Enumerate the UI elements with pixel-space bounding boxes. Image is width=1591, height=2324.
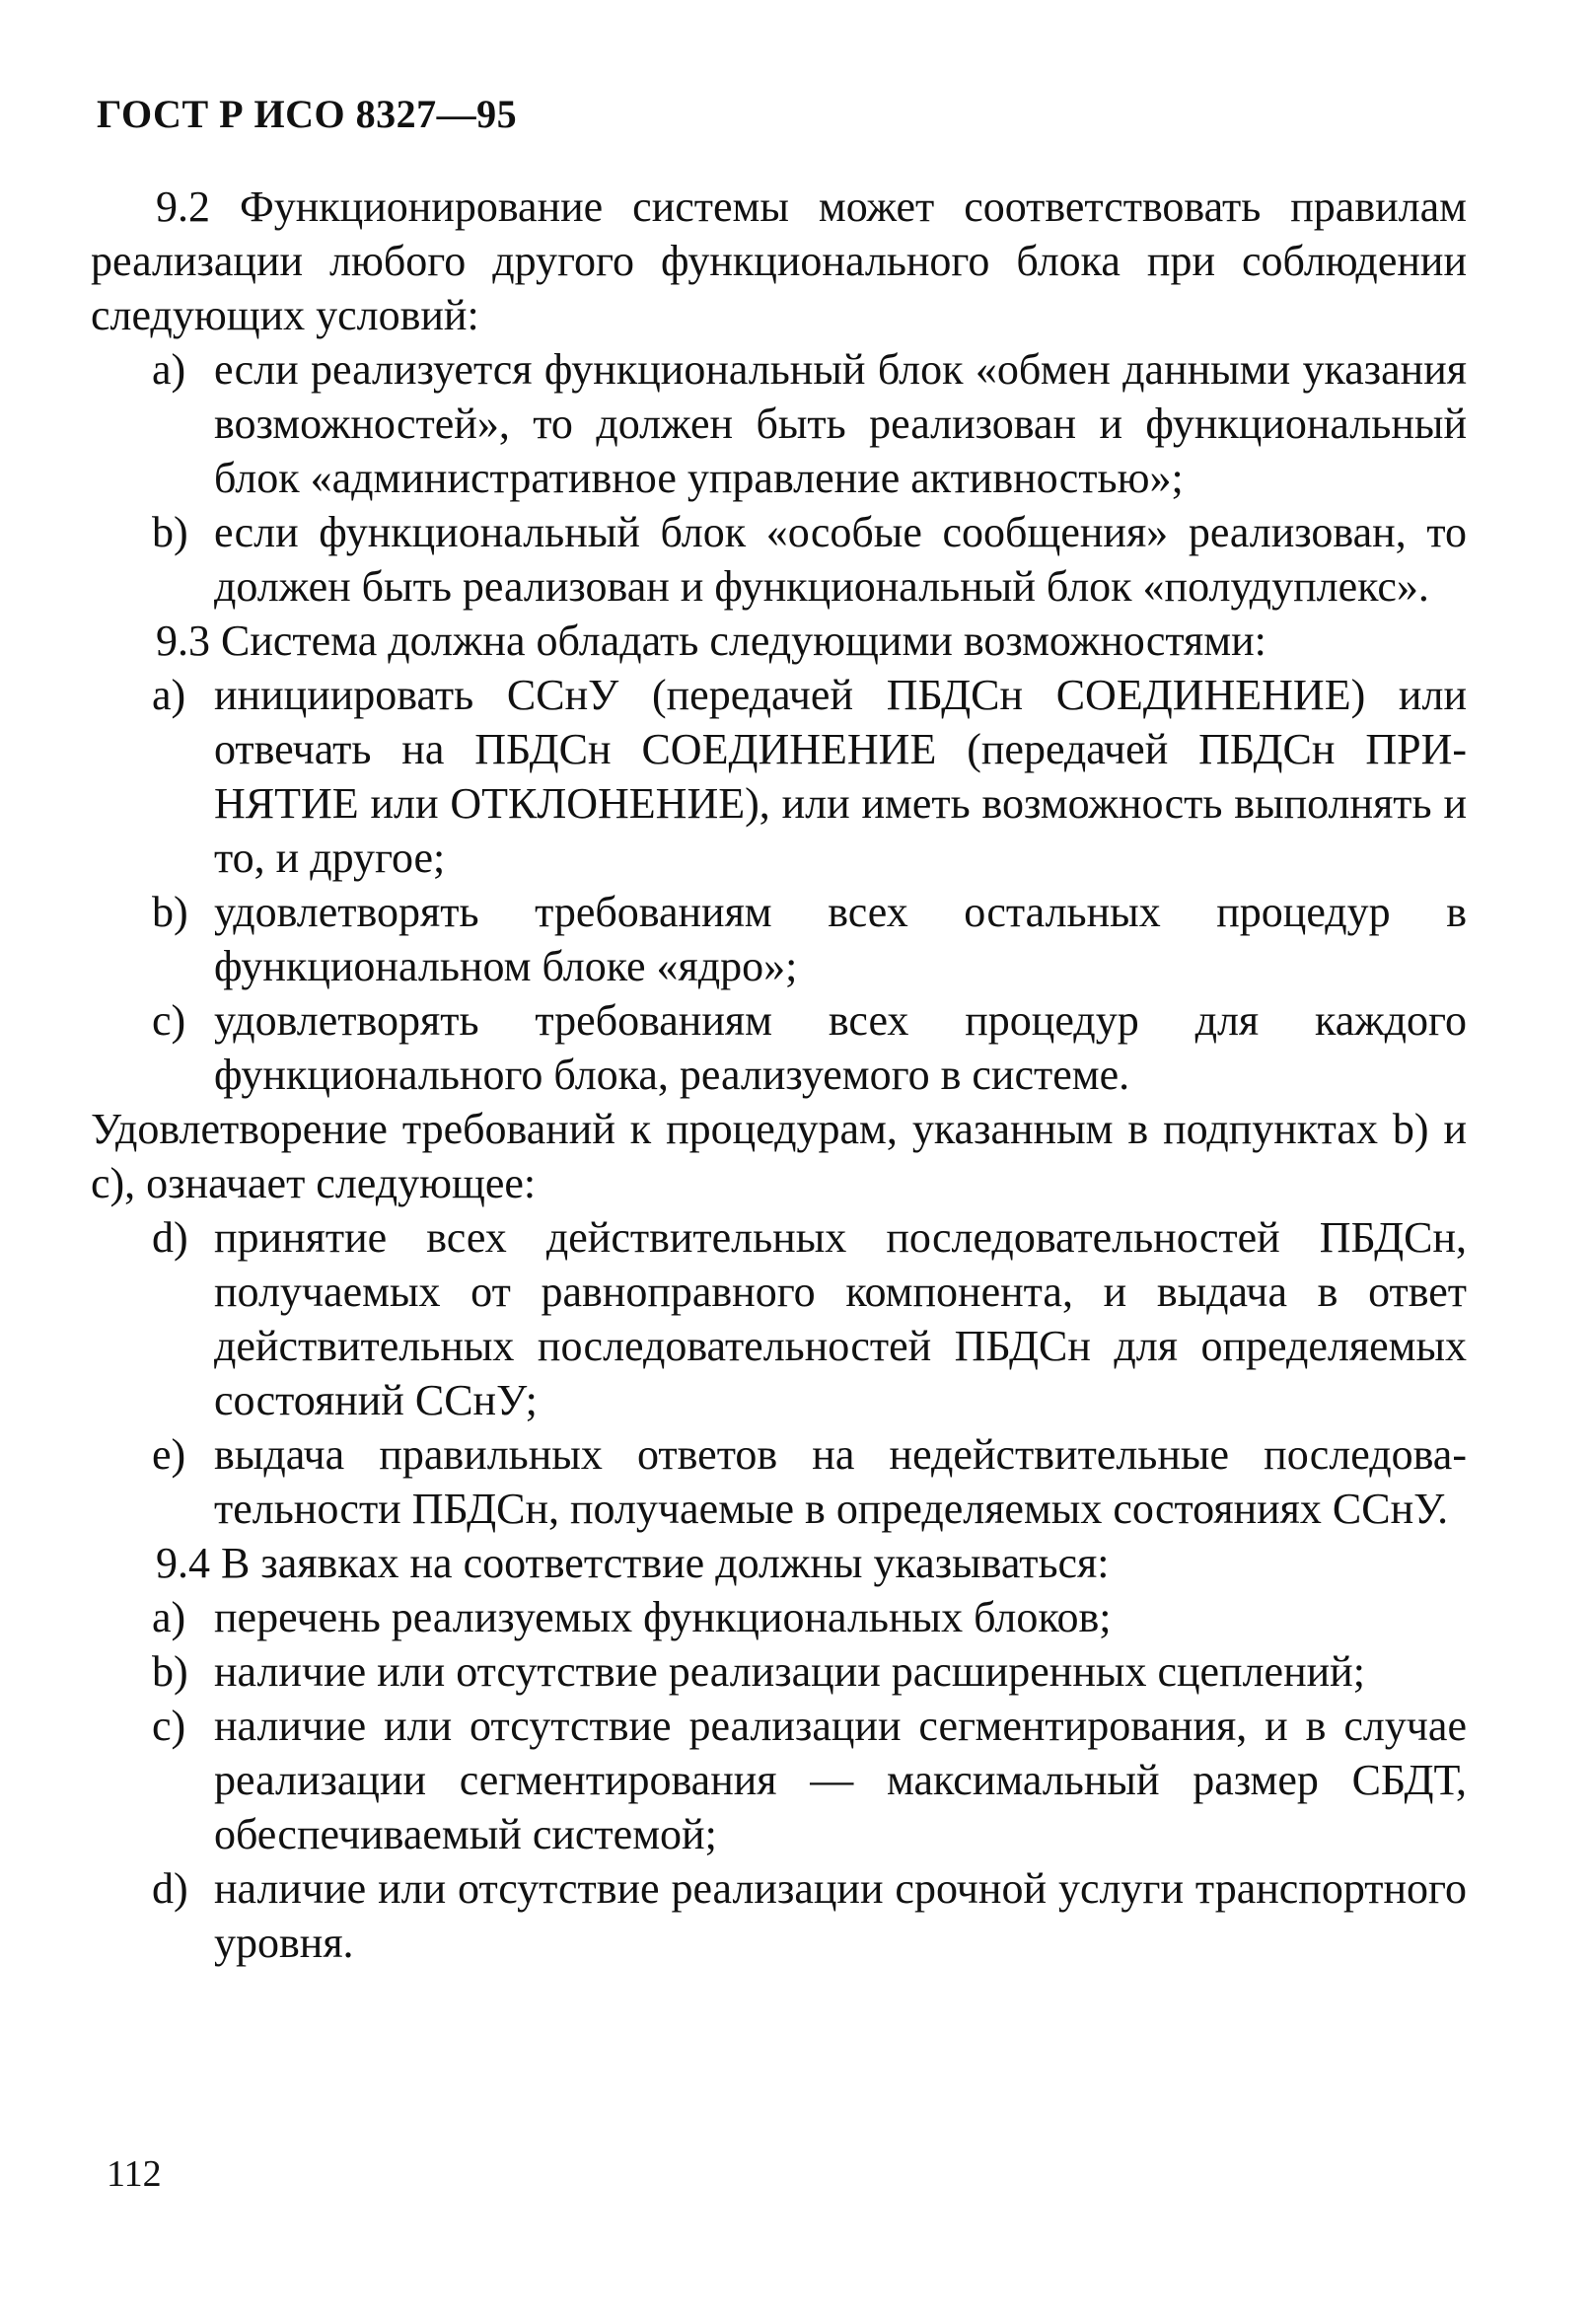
list-item-text: перечень реализуемых функциональных блоков; bbox=[214, 1593, 1112, 1641]
list-item-9-3-c bbox=[91, 993, 1467, 1102]
document-header: ГОСТ Р ИСО 8327—95 bbox=[97, 92, 518, 136]
page-number: 112 bbox=[107, 2153, 162, 2195]
list-marker: с) bbox=[152, 1702, 186, 1750]
list-item-9-3-a bbox=[91, 668, 1467, 885]
list-item-text: инициировать ССнУ (передачей ПБДСн СОЕДИНЕНИЕ) или отвечать на ПБДСн СОЕДИНЕНИЕ (передачей ПБДСн ПРИНЯТИЕ или ОТКЛОНЕНИЕ), или иметь возможность выполнять и то, и другое; bbox=[214, 671, 1467, 882]
list-item-9-3-b bbox=[91, 885, 1467, 993]
list-marker: а) bbox=[152, 1593, 186, 1641]
list-item-text: если функциональный блок «особые сообщения» реализован, то должен быть реализован и функциональный блок «полудуплекс». bbox=[214, 508, 1467, 611]
list-item-text: выдача правильных ответов на недействительные последовательности ПБДСн, получаемые в определяемых состояниях ССнУ. bbox=[214, 1430, 1467, 1533]
list-marker: а) bbox=[152, 671, 186, 719]
list-marker: d) bbox=[152, 1213, 188, 1262]
list-item-9-4-c bbox=[91, 1699, 1467, 1861]
list-item-9-4-b bbox=[91, 1644, 1467, 1699]
list-marker: b) bbox=[152, 888, 188, 936]
list-marker: d) bbox=[152, 1864, 188, 1913]
list-marker: е) bbox=[152, 1430, 186, 1479]
list-item-text: удовлетворять требованиям всех остальных процедур в функциональном блоке «ядро»; bbox=[214, 888, 1467, 990]
paragraph-9-3: 9.3 Система должна обладать следующими возможностями: bbox=[156, 617, 1266, 665]
list-item-text: наличие или отсутствие реализации срочной услуги транспортного уровня. bbox=[214, 1864, 1467, 1967]
list-marker: а) bbox=[152, 345, 186, 394]
list-item-text: принятие всех действительных последовательностей ПБДСн, получаемых от равноправного компонента, и выдача в ответ действительных последовательностей ПБДСн для определяемых состояний ССнУ; bbox=[214, 1213, 1467, 1424]
list-item-9-3-e bbox=[91, 1427, 1467, 1536]
paragraph-9-3-note: Удовлетворение требований к процедурам, указанным в подпунктах b) и с), означает следующее: bbox=[91, 1105, 1467, 1207]
list-item-text: наличие или отсутствие реализации сегментирования, и в случае реализации сегментирования — максимальный размер СБДТ, обеспечиваемый системой; bbox=[214, 1702, 1467, 1858]
list-item-9-2-b bbox=[91, 505, 1467, 614]
list-item-9-4-d bbox=[91, 1861, 1467, 1970]
list-item-text: если реализуется функциональный блок «обмен данными указания возможностей», то должен быть реализован и функциональный блок «административное управление активностью»; bbox=[214, 345, 1467, 502]
list-item-9-2-a bbox=[91, 342, 1467, 505]
list-marker: с) bbox=[152, 996, 186, 1045]
list-item-9-3-d bbox=[91, 1210, 1467, 1427]
list-marker: b) bbox=[152, 1647, 188, 1696]
list-item-text: удовлетворять требованиям всех процедур для каждого функционального блока, реализуемого в системе. bbox=[214, 996, 1467, 1099]
list-marker: b) bbox=[152, 508, 188, 556]
paragraph-9-2: 9.2 Функционирование системы может соответствовать правилам реализации любого другого функционального блока при соблюдении следующих условий: bbox=[91, 182, 1467, 339]
list-item-text: наличие или отсутствие реализации расширенных сцеплений; bbox=[214, 1647, 1365, 1696]
document-body bbox=[91, 180, 1467, 1970]
paragraph-9-4: 9.4 В заявках на соответствие должны указываться: bbox=[156, 1539, 1110, 1587]
list-item-9-4-a bbox=[91, 1590, 1467, 1644]
